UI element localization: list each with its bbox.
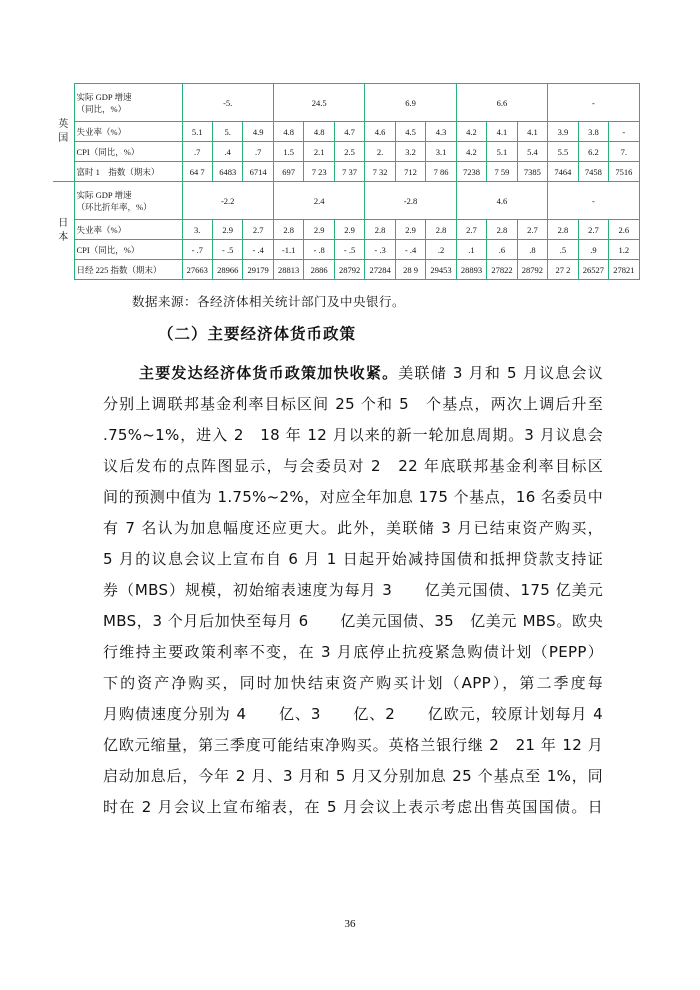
table-cell: 2.8: [548, 220, 578, 240]
paragraph-line: 亿欧元缩量，第三季度可能结束净购买。英格兰银行继 2 21 年 12 月: [103, 736, 603, 754]
table-cell: 1.5: [273, 142, 303, 162]
row-label: 日经 225 指数（期末）: [74, 260, 182, 280]
row-label: 实际 GDP 增速 （环比折年率，%）: [74, 182, 182, 220]
table-cell: 2.8: [426, 220, 456, 240]
paragraph-line: MBS，3 个月后加快至每月 6 亿美元国债、35 亿美元 MBS。欧央: [103, 612, 603, 630]
table-cell: 4.1: [487, 122, 517, 142]
table-cell: -: [548, 84, 639, 122]
table-cell: 4.2: [456, 142, 486, 162]
table-cell: 2.6: [609, 220, 639, 240]
table-cell: 2.7: [243, 220, 273, 240]
table-row: [53, 162, 639, 182]
table-cell: -2.2: [182, 182, 273, 220]
table-cell: .2: [426, 240, 456, 260]
table-cell: 1.2: [609, 240, 639, 260]
table-cell: 2.7: [456, 220, 486, 240]
table-cell: 5.: [212, 122, 242, 142]
table-cell: 7 59: [487, 162, 517, 182]
table-cell: - .5: [334, 240, 364, 260]
table-cell: 64 7: [182, 162, 212, 182]
table-cell: 2.: [365, 142, 395, 162]
table-cell: 7 32: [365, 162, 395, 182]
table-cell: .7: [243, 142, 273, 162]
table-cell: - .3: [365, 240, 395, 260]
row-label: 富时 1 指数（期末）: [74, 162, 182, 182]
table-cell: 3.2: [395, 142, 425, 162]
table-cell: .1: [456, 240, 486, 260]
table-cell: .4: [212, 142, 242, 162]
table-cell: 7 23: [304, 162, 334, 182]
table-cell: 28893: [456, 260, 486, 280]
table-cell: 2.8: [365, 220, 395, 240]
table-row: [53, 220, 639, 240]
table-cell: 2.9: [304, 220, 334, 240]
table-cell: 4.1: [517, 122, 547, 142]
row-label: 实际 GDP 增速 （同比，%）: [74, 84, 182, 122]
table-cell: 2.8: [273, 220, 303, 240]
table-cell: 3.8: [578, 122, 608, 142]
table-body: [53, 84, 639, 280]
table-cell: 28792: [334, 260, 364, 280]
table-cell: 27821: [609, 260, 639, 280]
table-cell: 2.7: [517, 220, 547, 240]
table-cell: 2.4: [273, 182, 364, 220]
table-cell: 29179: [243, 260, 273, 280]
table-cell: 29453: [426, 260, 456, 280]
table-cell: 2886: [304, 260, 334, 280]
table-cell: 7385: [517, 162, 547, 182]
paragraph-line: 分别上调联邦基金利率目标区间 25 个和 5 个基点，两次上调后升至: [103, 395, 603, 413]
table-cell: 4.9: [243, 122, 273, 142]
paragraph-line: 5 月的议息会议上宣布自 6 月 1 日起开始减持国债和抵押贷款支持证: [103, 550, 603, 568]
table-cell: 2.1: [304, 142, 334, 162]
section-heading: （二）主要经济体货币政策: [158, 325, 357, 343]
table-cell: .7: [182, 142, 212, 162]
source-note: 数据来源：各经济体相关统计部门及中央银行。: [132, 294, 406, 309]
table-cell: 5.1: [182, 122, 212, 142]
country-label: 英 国: [53, 84, 74, 182]
table-cell: 2.9: [334, 220, 364, 240]
table-cell: 6714: [243, 162, 273, 182]
paragraph-line: 间的预测中值为 1.75%~2%，对应全年加息 175 个基点，16 名委员中: [103, 488, 603, 506]
table-cell: 28966: [212, 260, 242, 280]
table-cell: 28 9: [395, 260, 425, 280]
table-cell: 5.4: [517, 142, 547, 162]
table-cell: 4.2: [456, 122, 486, 142]
row-label: 失业率（%）: [74, 220, 182, 240]
table-cell: 6.6: [456, 84, 547, 122]
country-label: 日 本: [53, 182, 74, 280]
table-cell: -: [548, 182, 639, 220]
table-cell: 7458: [578, 162, 608, 182]
paragraph-line: 议后发布的点阵图显示，与会委员对 2 22 年底联邦基金利率目标区: [103, 457, 603, 475]
table-cell: 6.2: [578, 142, 608, 162]
table-row: [53, 182, 639, 220]
page-number: 36: [344, 918, 356, 930]
table-row: [53, 240, 639, 260]
table-cell: - .5: [212, 240, 242, 260]
table-cell: 4.8: [304, 122, 334, 142]
table-row: [53, 142, 639, 162]
body-paragraph: [103, 358, 603, 823]
table-cell: 4.8: [273, 122, 303, 142]
table-cell: 6.9: [365, 84, 456, 122]
table-cell: 712: [395, 162, 425, 182]
table-cell: .5: [548, 240, 578, 260]
table-cell: - .8: [304, 240, 334, 260]
table-cell: 2.8: [487, 220, 517, 240]
table-cell: 697: [273, 162, 303, 182]
table-cell: 7238: [456, 162, 486, 182]
table-cell: .9: [578, 240, 608, 260]
table-cell: .6: [487, 240, 517, 260]
paragraph-line: 启动加息后，今年 2 月、3 月和 5 月又分别加息 25 个基点至 1%，同: [103, 767, 603, 785]
table-cell: 4.6: [365, 122, 395, 142]
economic-data-table-wrap: [53, 83, 639, 280]
paragraph-line: 时在 2 月会议上宣布缩表，在 5 月会议上表示考虑出售英国国债。日: [103, 798, 603, 816]
table-cell: 27822: [487, 260, 517, 280]
table-cell: -2.8: [365, 182, 456, 220]
economic-indicators-table: [53, 83, 640, 280]
table-cell: 27 2: [548, 260, 578, 280]
table-cell: 7 37: [334, 162, 364, 182]
table-cell: 4.7: [334, 122, 364, 142]
table-cell: 2.7: [578, 220, 608, 240]
paragraph-line: 行维持主要政策利率不变，在 3 月底停止抗疫紧急购债计划（PEPP）: [103, 643, 603, 661]
table-cell: - .4: [243, 240, 273, 260]
paragraph-line: 主要发达经济体货币政策加快收紧。美联储 3 月和 5 月议息会议: [139, 364, 603, 382]
table-cell: 3.1: [426, 142, 456, 162]
table-cell: 2.5: [334, 142, 364, 162]
table-cell: 27284: [365, 260, 395, 280]
table-cell: 5.1: [487, 142, 517, 162]
table-cell: 5.5: [548, 142, 578, 162]
table-cell: 3.: [182, 220, 212, 240]
table-cell: 26527: [578, 260, 608, 280]
table-cell: 7.: [609, 142, 639, 162]
paragraph-lead: 主要发达经济体货币政策加快收紧。: [139, 364, 399, 382]
row-label: CPI（同比，%）: [74, 142, 182, 162]
table-cell: 4.3: [426, 122, 456, 142]
table-cell: 6483: [212, 162, 242, 182]
table-cell: 7464: [548, 162, 578, 182]
table-cell: .8: [517, 240, 547, 260]
table-cell: -1.1: [273, 240, 303, 260]
table-cell: 3.9: [548, 122, 578, 142]
table-row: [53, 84, 639, 122]
table-cell: - .4: [395, 240, 425, 260]
paragraph-line: 下的资产净购买，同时加快结束资产购买计划（APP），第二季度每: [103, 674, 603, 692]
paragraph-line: 月购债速度分别为 4 亿、3 亿、2 亿欧元，较原计划每月 4: [103, 705, 603, 723]
table-cell: -: [609, 122, 639, 142]
row-label: CPI（同比，%）: [74, 240, 182, 260]
table-cell: 2.9: [395, 220, 425, 240]
row-label: 失业率（%）: [74, 122, 182, 142]
table-row: [53, 122, 639, 142]
table-cell: - .7: [182, 240, 212, 260]
table-cell: 24.5: [273, 84, 364, 122]
table-row: [53, 260, 639, 280]
table-cell: 28813: [273, 260, 303, 280]
table-cell: 28792: [517, 260, 547, 280]
table-cell: 7516: [609, 162, 639, 182]
table-cell: 4.6: [456, 182, 547, 220]
table-cell: 2.9: [212, 220, 242, 240]
table-cell: -5.: [182, 84, 273, 122]
table-cell: 27663: [182, 260, 212, 280]
paragraph-line: .75%~1%，进入 2 18 年 12 月以来的新一轮加息周期。3 月议息会: [103, 426, 603, 444]
table-cell: 7 86: [426, 162, 456, 182]
table-cell: 4.5: [395, 122, 425, 142]
paragraph-line: 券（MBS）规模，初始缩表速度为每月 3 亿美元国债、175 亿美元: [103, 581, 603, 599]
paragraph-line: 有 7 名认为加息幅度还应更大。此外，美联储 3 月已结束资产购买，: [103, 519, 603, 537]
